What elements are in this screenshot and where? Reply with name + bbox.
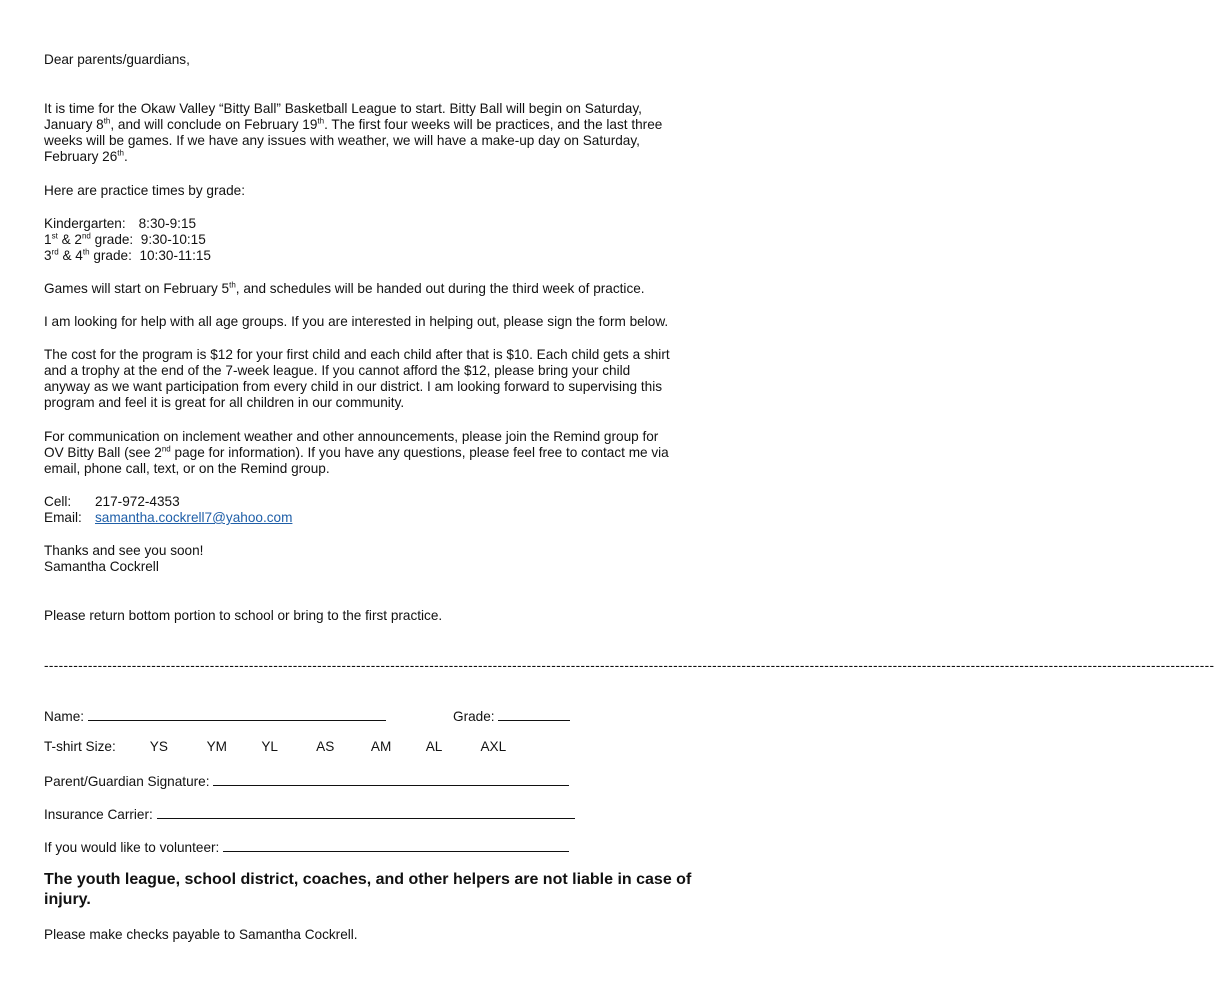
remind-line: email, phone call, text, or on the Remind group.: [44, 461, 330, 476]
name-label: Name:: [44, 709, 85, 724]
grade-row: [453, 707, 570, 725]
email-label: Email:: [44, 510, 82, 525]
signature-name: Samantha Cockrell: [44, 559, 159, 574]
size-option[interactable]: YS: [149, 739, 168, 754]
cell-label: Cell:: [44, 494, 72, 509]
email-row: [44, 510, 292, 526]
remind-line: OV Bitty Ball (see 2nd page for information). If you have any questions, please feel free to contact me via: [44, 444, 669, 460]
games-paragraph: Games will start on February 5th, and schedules will be handed out during the third week of practice.: [44, 280, 645, 296]
signature-label: Parent/Guardian Signature:: [44, 774, 210, 789]
cell-number: 217-972-4353: [95, 494, 180, 509]
intro-line: It is time for the Okaw Valley “Bitty Ball” Basketball League to start. Bitty Ball will begin on Saturday,: [44, 101, 642, 116]
tshirt-row: [44, 739, 506, 755]
insurance-label: Insurance Carrier:: [44, 807, 153, 822]
cut-line-divider: ------------------------------------------------------------------------------------------------------------------------------------------------------------------------------------------------------------------------------------------------: [44, 658, 1214, 673]
insurance-field[interactable]: [157, 805, 575, 819]
cell-row: [44, 494, 180, 510]
intro-line: February 26th.: [44, 148, 128, 164]
size-option[interactable]: YL: [261, 739, 278, 754]
email-link[interactable]: samantha.cockrell7@yahoo.com: [95, 510, 293, 525]
signature-row: [44, 772, 569, 790]
volunteer-label: If you would like to volunteer:: [44, 840, 220, 855]
practice-row: 1st & 2nd grade: 9:30-10:15: [44, 231, 206, 247]
return-note: Please return bottom portion to school or bring to the first practice.: [44, 608, 443, 623]
practice-row: 3rd & 4th grade: 10:30-11:15: [44, 247, 211, 263]
size-option[interactable]: YM: [206, 739, 227, 754]
checks-note: Please make checks payable to Samantha Cockrell.: [44, 927, 358, 942]
grade-label: Grade:: [453, 709, 495, 724]
size-option[interactable]: AS: [316, 739, 335, 754]
greeting: Dear parents/guardians,: [44, 52, 190, 67]
cost-line: program and feel it is great for all children in our community.: [44, 395, 405, 410]
size-option[interactable]: AL: [425, 739, 443, 754]
tshirt-label: T-shirt Size:: [44, 739, 116, 754]
grade-field[interactable]: [498, 707, 570, 721]
name-field[interactable]: [88, 707, 386, 721]
cost-line: and a trophy at the end of the 7-week league. If you cannot afford the $12, please bring your child: [44, 363, 631, 378]
intro-line: January 8th, and will conclude on February 19th. The first four weeks will be practices, and the last three: [44, 116, 663, 132]
signature-field[interactable]: [213, 772, 569, 786]
help-paragraph: I am looking for help with all age groups. If you are interested in helping out, please sign the form below.: [44, 314, 669, 329]
practice-intro: Here are practice times by grade:: [44, 183, 245, 198]
remind-line: For communication on inclement weather and other announcements, please join the Remind group for: [44, 429, 659, 444]
liability-notice: The youth league, school district, coaches, and other helpers are not liable in case of injury.: [44, 871, 692, 908]
size-option[interactable]: AXL: [480, 739, 507, 754]
name-row: [44, 707, 386, 725]
closing-line: Thanks and see you soon!: [44, 543, 204, 558]
volunteer-field[interactable]: [223, 838, 569, 852]
practice-row: Kindergarten: 8:30-9:15: [44, 216, 197, 231]
size-option[interactable]: AM: [370, 739, 392, 754]
volunteer-row: [44, 838, 569, 856]
insurance-row: [44, 805, 575, 823]
intro-line: weeks will be games. If we have any issues with weather, we will have a make-up day on Saturday,: [44, 133, 640, 148]
cost-line: anyway as we want participation from every child in our district. I am looking forward to supervising this: [44, 379, 663, 394]
cost-line: The cost for the program is $12 for your first child and each child after that is $10. Each child gets a shirt: [44, 347, 670, 362]
